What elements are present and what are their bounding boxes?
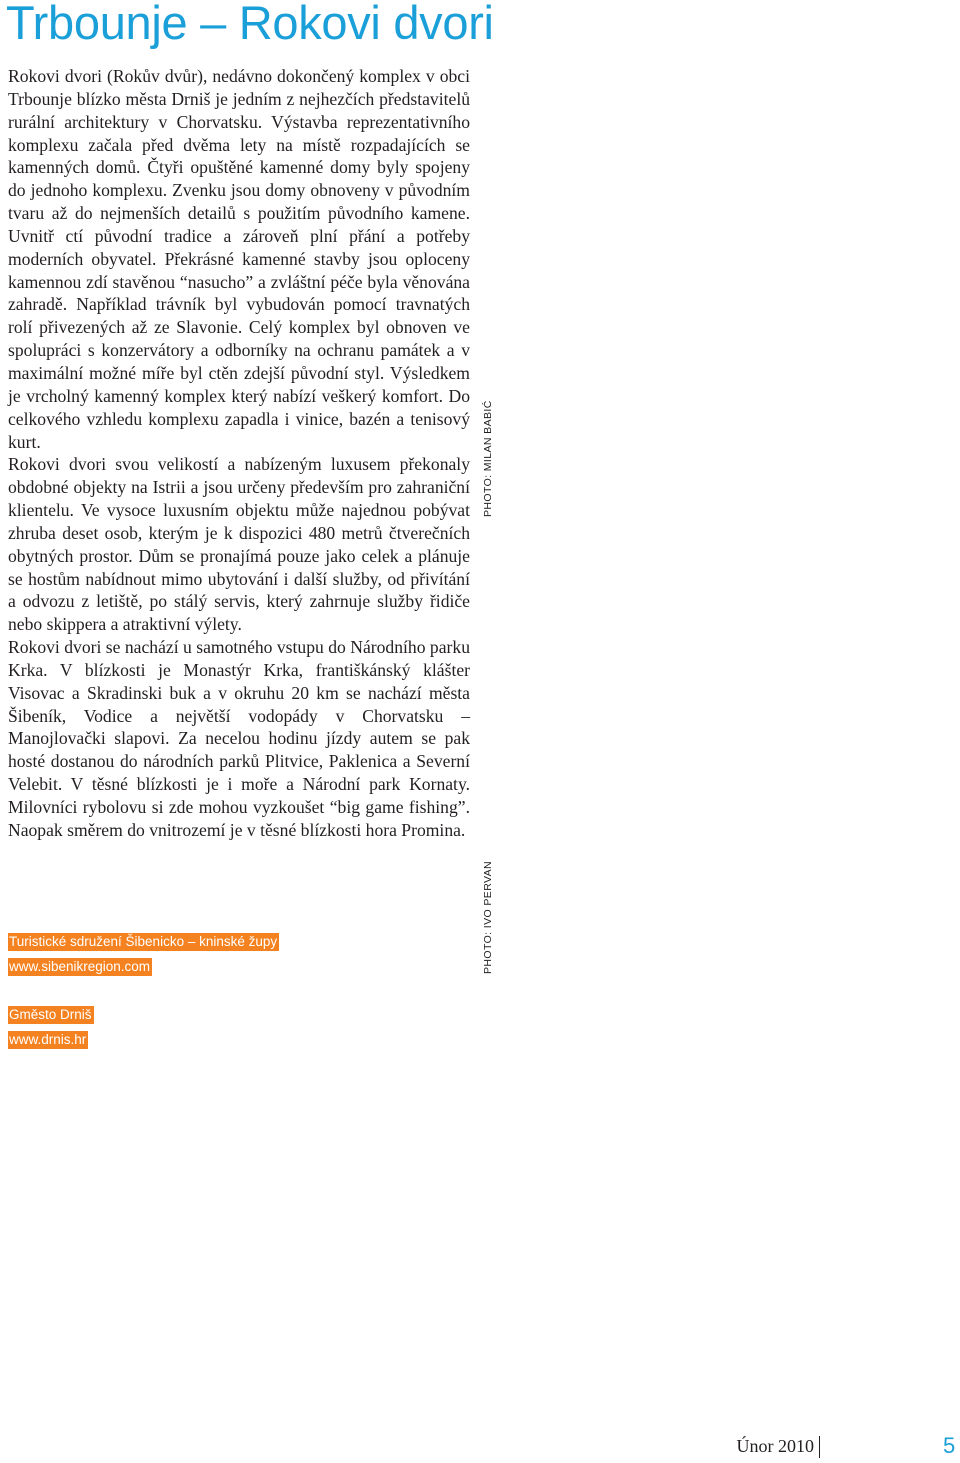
page-number: 5: [943, 1433, 956, 1458]
article-paragraph: Rokovi dvori se nachází u samotného vstupu do Národního parku Krka. V blízkosti je Monastýr Krka, františkánský klášter Visovac a Skradinski buk a v okruhu 20 km se nachází města Šibeník, Vodice a největší vodopády v Chorvatsku – Manojlovački slapovi. Za necelou hodinu jízdy autem se pak hosté dostanou do národních parků Plitvice, Paklenica a Severní Velebit. V těsné blízkosti je i moře a Národní park Kornaty. Milovníci rybolovu si zde mohou vyzkoušet “big game fishing”. Naopak směrem do vnitrozemí je v těsné blízkosti hora Promina.: [8, 637, 470, 840]
town-name: Gměsto Drniš: [9, 1007, 92, 1022]
town-links: [8, 1006, 94, 1056]
tourism-board-website-link[interactable]: www.sibenikregion.com: [9, 959, 151, 974]
photo-credit: PHOTO: IVO PERVAN: [482, 861, 494, 974]
page-title: Trbounje – Rokovi dvori: [6, 0, 494, 49]
tourism-board-links: [8, 933, 279, 983]
town-website-link[interactable]: www.drnis.hr: [9, 1032, 87, 1047]
article-body: [8, 65, 470, 842]
page-footer: [700, 1433, 960, 1463]
tourism-board-name: Turistické sdružení Šibenicko – kninské župy: [9, 934, 278, 949]
article-paragraph: Rokovi dvori svou velikostí a nabízeným luxusem překonaly obdobné objekty na Istrii a jsou určeny především pro zahraniční klientelu. Ve vysoce luxusním objektu může najednou pobývat zhruba deset osob, kterým je k dispozici 480 metrů čtverečních obytných prostor. Dům se pronajímá pouze jako celek a plánuje se hostům nabídnout mimo ubytování i další služby, od přivítání a odvozu z letiště, po stálý servis, který zahrnuje služby řidiče nebo skippera a atraktivní výlety.: [8, 454, 470, 635]
article-paragraph: Rokovi dvori (Rokův dvůr), nedávno dokončený komplex v obci Trbounje blízko města Drniš je jedním z nejhezčích představitelů rurální architektury v Chorvatsku. Výstavba reprezentativního komplexu začala před dvěma lety na místě rozpadajících se kamenných domů. Čtyři opuštěné kamenné domy byly spojeny do jednoho komplexu. Zvenku jsou domy obnoveny v původním tvaru až do nejmenších detailů s použitím původního kamene. Uvnitř ctí původní tradice a zároveň plní přání a potřeby moderních obyvatel. Překrásné kamenné stavby jsou oploceny kamennou zdí stavěnou “nasucho” a zvláštní péče byla věnována zahradě. Například trávník byl vybudován pomocí travnatých rolí přivezených až ze Slavonie. Celý komplex byl obnoven ve spolupráci s konzervátory a odborníky na ochranu památek a v maximální možné míře byl ctěn zdejší původní styl. Výsledkem je vrcholný kamenný komplex který nabízí veškerý komfort. Do celkového vzhledu komplexu zapadla i vinice, bazén a tenisový kurt.: [8, 66, 470, 452]
footer-divider: [819, 1436, 820, 1458]
issue-date: Únor 2010: [736, 1436, 814, 1456]
photo-credit: PHOTO: MILAN BABIĆ: [482, 400, 494, 517]
